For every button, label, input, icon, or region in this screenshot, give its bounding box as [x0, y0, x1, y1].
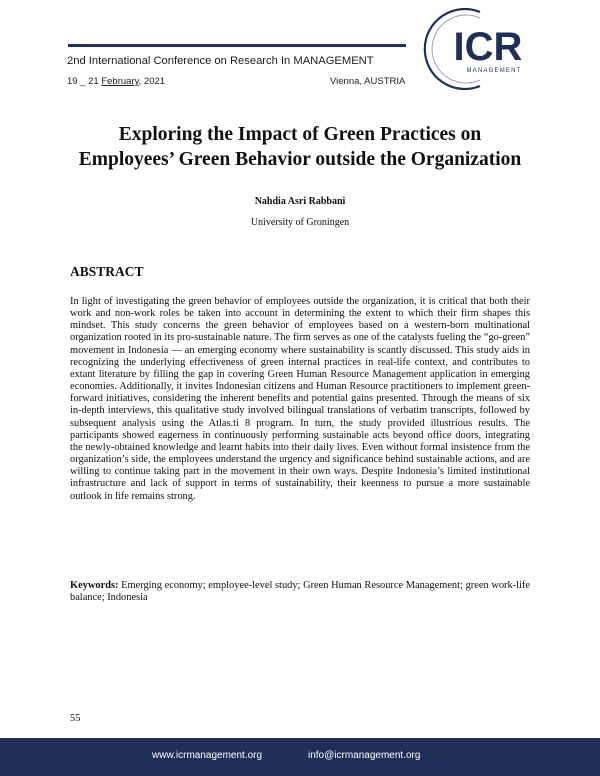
title-line-1: Exploring the Impact of Green Practices on: [118, 124, 482, 145]
keywords-list: Emerging economy; employee-level study; Green Human Resource Management; green work-life balance; Indonesia: [70, 580, 530, 604]
date-prefix: 19 _ 21: [67, 76, 102, 87]
conference-title: 2nd International Conference on Research In MANAGEMENT: [67, 55, 374, 67]
keywords: [70, 580, 530, 605]
header-rule: [68, 44, 406, 47]
footer-bar: [0, 738, 600, 776]
logo-text: ICR: [453, 25, 523, 69]
conference-location: Vienna, AUSTRIA: [330, 76, 406, 87]
footer-website: www.icrmanagement.org: [152, 750, 263, 761]
date-suffix: , 2021: [138, 76, 166, 87]
page-number: 55: [70, 713, 81, 724]
abstract-heading: ABSTRACT: [70, 264, 144, 279]
paper-title: [40, 122, 560, 172]
abstract-text: In light of investigating the green behavior of employees outside the organization, it is critical that both their work and non-work roles be taken into account in determining the extent to which their firm shapes this mindset. This study concerns the green behavior of employees based on a western-born multinational organization rooted in its pro-sustainable nature. The firm serves as one of the catalysts fueling the “go-green” movement in Indonesia — an emerging economy where sustainability is scantly discussed. This study aids in recognizing the underlying effectiveness of green internal practices in real-life context, and contributes to extant literature by filling the gap in covering Green Human Resource Management application in emerging economies. Additionally, it invites Indonesian citizens and Human Resource practitioners to implement green-forward initiatives, considering the inherent benefits and potential gains presented. Through the means of six in-depth interviews, this qualitative study involved bilingual translations of verbatim transcripts, followed by subsequent analysis using the Atlas.ti 8 program. In turn, the study provided illustrious results. The participants showed eagerness in continuously performing sustainable acts beyond office doors, integrating the newly-obtained knowledge and learnt habits into their daily lives. Even without formal insistence from the organization’s side, the employees understand the urgency and significance behind sustainable actions, and are willing to continue taking part in the movement in their own ways. Despite Indonesia’s limited institutional infrastructure and lack of support in terms of sustainability, their keenness to pursue a more sustainable outlook in life remains strong.: [70, 296, 530, 502]
footer-email: info@icrmanagement.org: [308, 750, 421, 761]
logo-subtext: MANAGEMENT: [466, 68, 522, 74]
author-name: Nahdia Asri Rabbani: [254, 196, 346, 207]
date-month: February: [101, 76, 139, 87]
conference-date: [67, 76, 165, 87]
keywords-label: Keywords:: [70, 580, 119, 591]
title-line-2: Employees’ Green Behavior outside the Organization: [78, 149, 522, 170]
author-affiliation: University of Groningen: [250, 217, 350, 228]
icr-logo: [422, 8, 540, 90]
